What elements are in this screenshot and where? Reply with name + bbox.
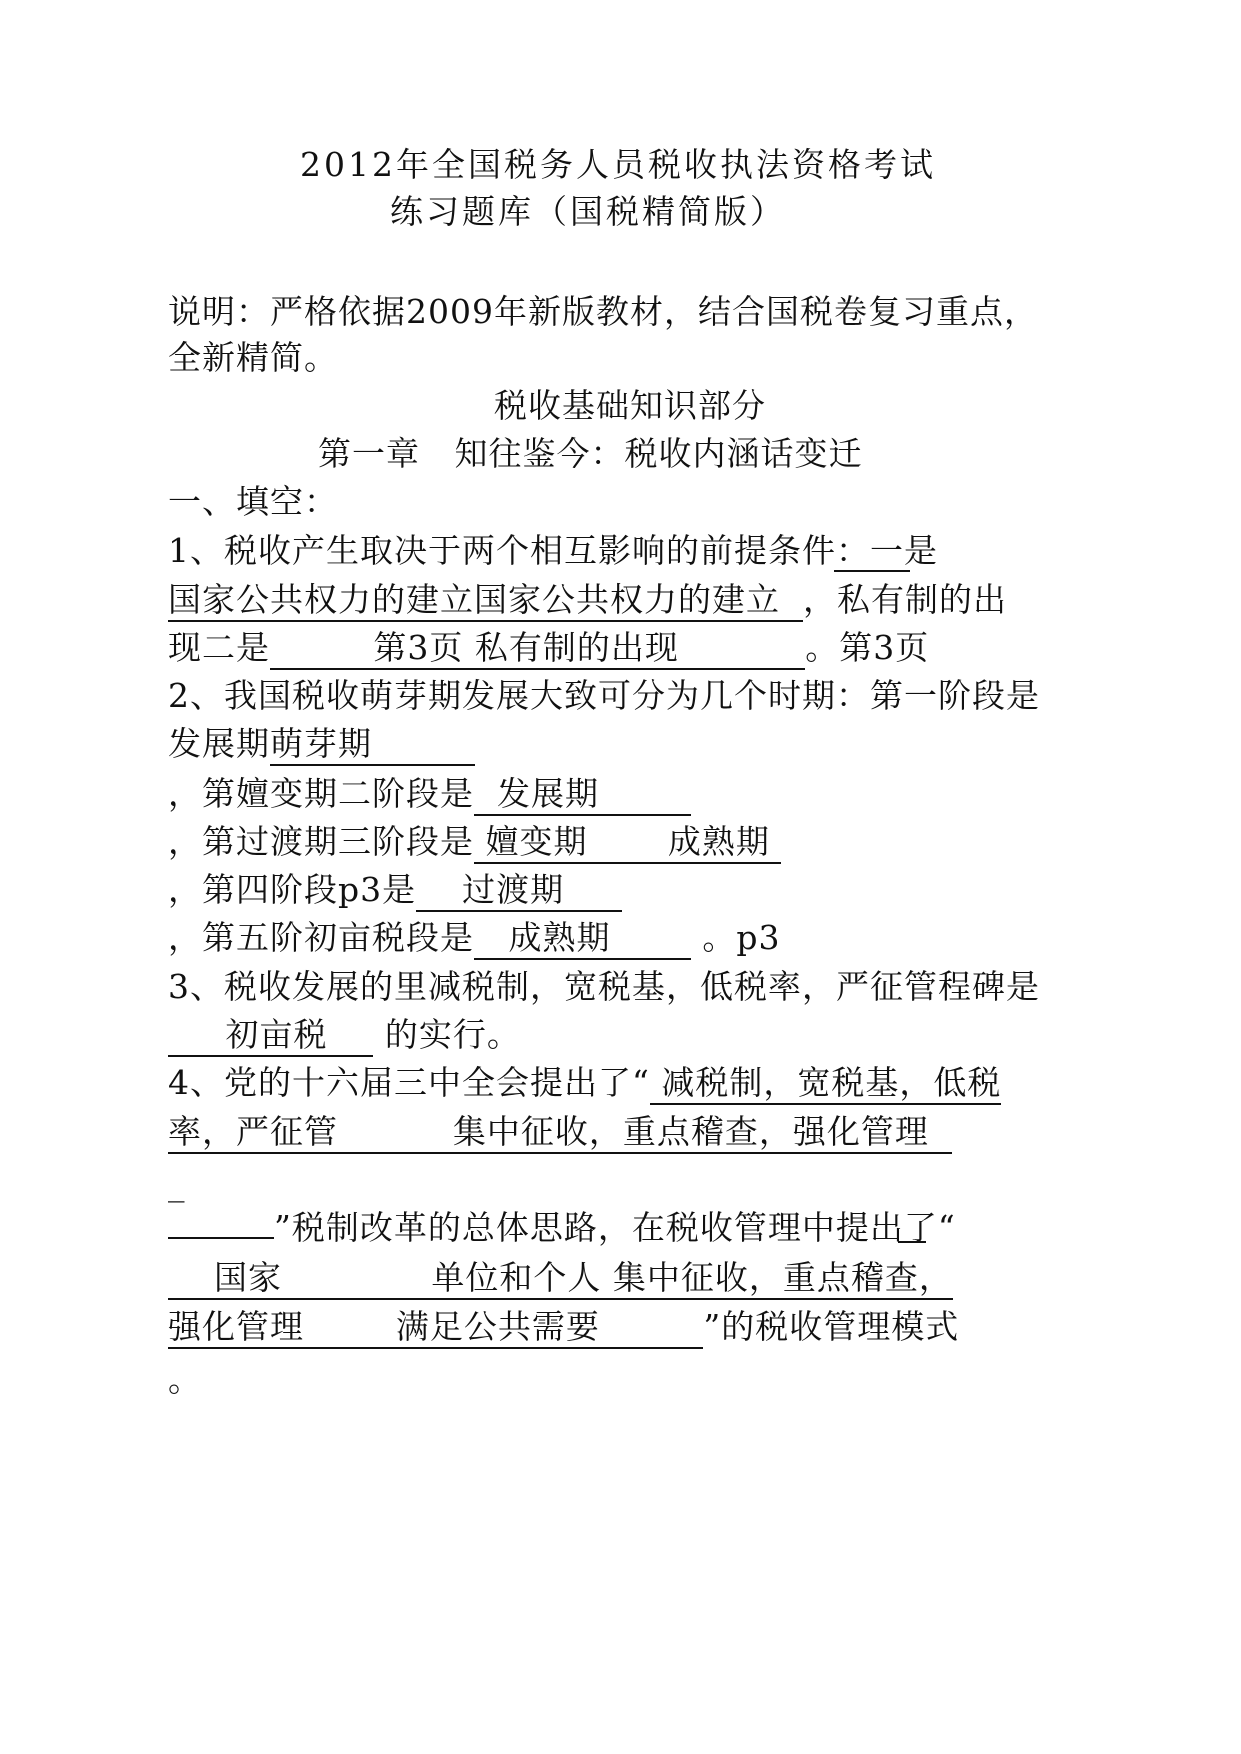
q2-line3-prefix: ，第嬗变期二阶段是 xyxy=(168,774,474,813)
chapter-heading: 第一章 知往鉴今：税收内涵话变迁 xyxy=(318,434,863,473)
q4-line1 xyxy=(168,1061,1001,1105)
q1-line3-suffix: 。第3页 xyxy=(805,628,930,667)
q1-line2-text: ，私有制的出 xyxy=(802,580,1007,619)
q4-answer1a: 减税制，宽税基，低税 xyxy=(650,1063,1002,1105)
q2-line5 xyxy=(168,868,622,912)
q2-line6 xyxy=(168,916,781,960)
q4-blank1 xyxy=(168,1237,274,1239)
q2-line4-prefix: ，第过渡期三阶段是 xyxy=(168,822,474,861)
q2-answer1: 萌芽期 xyxy=(270,724,475,766)
q3-line2 xyxy=(168,1013,521,1057)
q4-answer2a: 国家 单位和个人 集中征收，重点稽查， xyxy=(168,1258,953,1300)
q4-line3: _ xyxy=(168,1164,186,1203)
note-line2: 全新精简。 xyxy=(168,338,338,377)
q2-line4 xyxy=(168,820,781,864)
q2-line5-prefix: ，第四阶段p3是 xyxy=(168,870,417,909)
q3-answer: 初亩税 xyxy=(168,1015,373,1057)
q2-line3 xyxy=(168,772,691,816)
q2-answer2: 发展期 xyxy=(474,774,691,816)
doc-title-line1: 2012年全国税务人员税收执法资格考试 xyxy=(300,145,936,184)
q2-answer4: 过渡期 xyxy=(416,870,621,912)
q2-answer5: 成熟期 xyxy=(474,918,691,960)
q2-answer3: 嬗变期 成熟期 xyxy=(474,822,781,864)
q2-line2 xyxy=(168,722,475,766)
q4-blank2-start xyxy=(898,1241,926,1243)
q2-line6-suffix: 。p3 xyxy=(690,918,781,957)
q2-line1: 2、我国税收萌芽期发展大致可分为几个时期：第一阶段是 xyxy=(168,676,1040,715)
part-heading: 税收基础知识部分 xyxy=(494,386,766,425)
q4-answer1b: 率，严征管 集中征收，重点稽查，强化管理 xyxy=(168,1112,952,1154)
q1-blank-line xyxy=(834,570,910,572)
note-line1: 说明：严格依据2009年新版教材，结合国税卷复习重点， xyxy=(168,292,1038,331)
q4-line7: 。 xyxy=(168,1360,202,1399)
q4-line4 xyxy=(168,1206,956,1250)
q1-line2 xyxy=(168,578,1007,622)
q3-line2-suffix: 的实行。 xyxy=(373,1015,521,1054)
q1-line1: 1、税收产生取决于两个相互影响的前提条件：一是 xyxy=(168,531,938,570)
q2-line6-prefix: ，第五阶初亩税段是 xyxy=(168,918,474,957)
q1-answer2: 第3页 私有制的出现 xyxy=(270,628,805,670)
q4-line4-text: ”税制改革的总体思路，在税收管理中提出了“ xyxy=(274,1208,956,1247)
q4-line6-suffix: ”的税收管理模式 xyxy=(703,1307,960,1346)
section-heading: 一、填空： xyxy=(168,482,338,521)
q4-line1-prefix: 4、党的十六届三中全会提出了“ xyxy=(168,1063,650,1102)
q3-line1: 3、税收发展的里减税制，宽税基，低税率，严征管程碑是 xyxy=(168,967,1040,1006)
q4-line6 xyxy=(168,1305,959,1349)
q1-line3-prefix: 现二是 xyxy=(168,628,270,667)
q4-line5 xyxy=(168,1256,953,1300)
q4-answer2b: 强化管理 满足公共需要 xyxy=(168,1307,703,1349)
doc-title-line2: 练习题库（国税精简版） xyxy=(390,192,786,231)
q1-line3 xyxy=(168,626,929,670)
q1-answer1: 国家公共权力的建立国家公共权力的建立 xyxy=(168,580,803,622)
q4-line2 xyxy=(168,1110,952,1154)
q2-line2-prefix: 发展期 xyxy=(168,724,270,763)
